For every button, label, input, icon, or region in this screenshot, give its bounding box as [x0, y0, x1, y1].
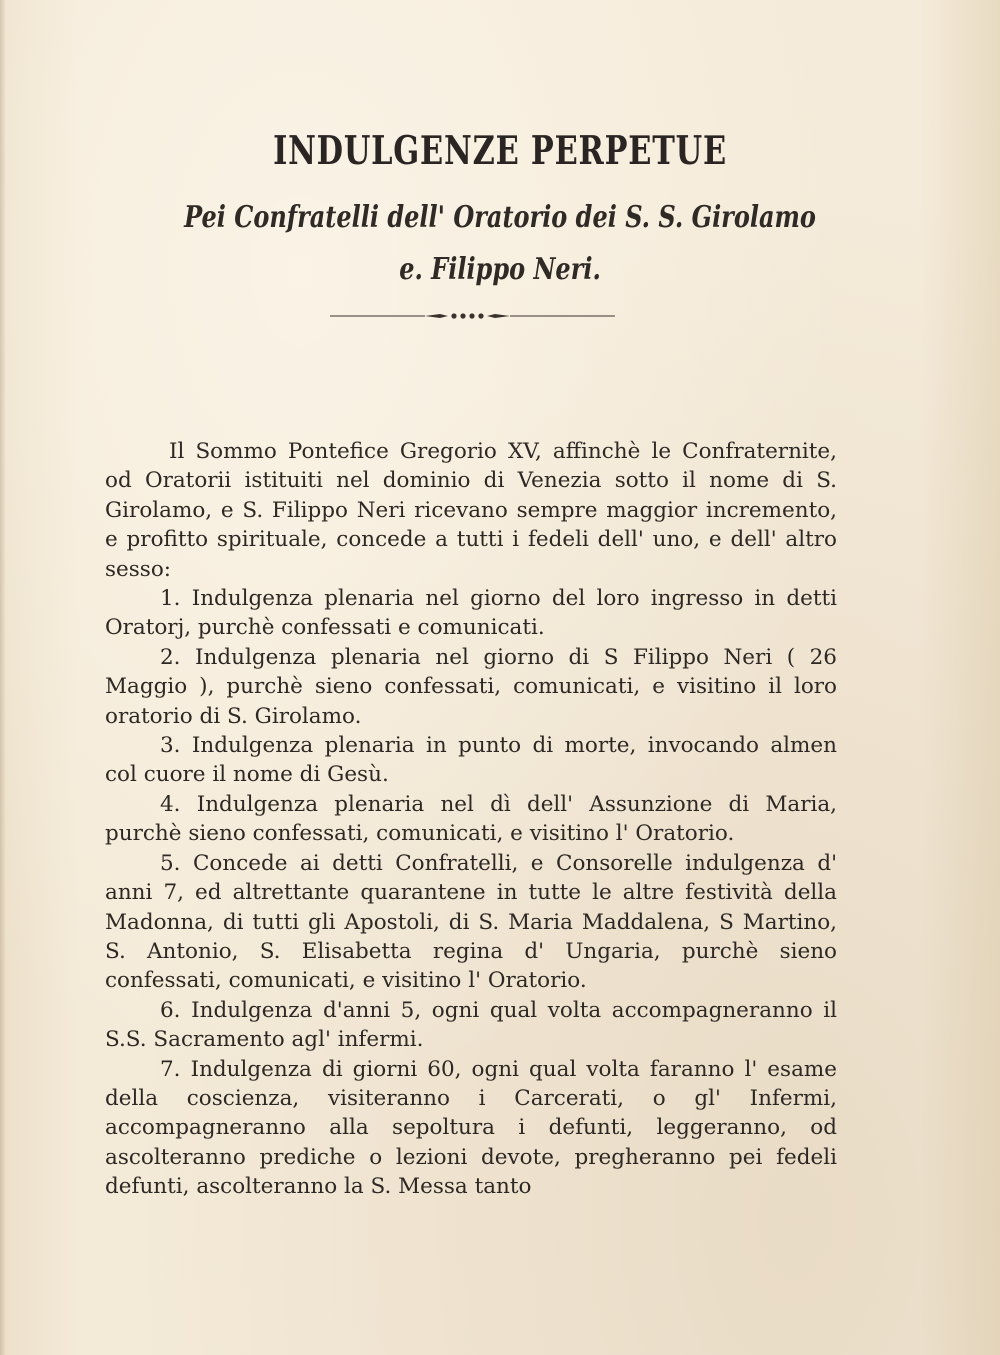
paper-edge-shadow — [0, 0, 6, 1355]
indulgence-item-5: 5. Concede ai detti Confratelli, e Consorelle indulgenza d' anni 7, ed altrettante quarantene in tutte le altre festività della Madonna, di tutti gli Apostoli, di S. Maria Maddalena, S Martino, S. Antonio, S. Elisabetta regina d' Ungaria, purchè sieno confessati, comunicati, e visitino l' Oratorio. — [105, 850, 837, 994]
document-subtitle-line-2: e. Filippo Neri. — [399, 252, 601, 287]
indulgence-item-6: 6. Indulgenza d'anni 5, ogni qual volta accompagneranno il S.S. Sacramento agl' infermi. — [105, 997, 837, 1053]
document-subtitle-line-1: Pei Confratelli dell' Oratorio dei S. S. Girolamo — [184, 200, 816, 235]
document-title: INDULGENZE PERPETUE — [273, 128, 727, 174]
document-body — [105, 437, 837, 1202]
indulgence-item-3: 3. Indulgenza plenaria in punto di morte, invocando almen col cuore il nome di Gesù. — [105, 733, 837, 788]
indulgence-item-1: 1. Indulgenza plenaria nel giorno del loro ingresso in detti Oratorj, purchè confessati e comunicati. — [105, 586, 837, 641]
indulgence-item-4: 4. Indulgenza plenaria nel dì dell' Assunzione di Maria, purchè sieno confessati, comunicati, e visitino l' Oratorio. — [105, 791, 837, 847]
indulgence-item-2: 2. Indulgenza plenaria nel giorno di S Filippo Neri ( 26 Maggio ), purchè sieno confessati, comunicati, e visitino il loro oratorio di S. Girolamo. — [105, 644, 837, 729]
ornamental-divider — [330, 312, 615, 320]
intro-paragraph: Il Sommo Pontefice Gregorio XV, affinchè le Confraternite, od Oratorii istituiti nel dominio di Venezia sotto il nome di S. Girolamo, e S. Filippo Neri ricevano sempre maggior incremento, e profitto spirituale, concede a tutti i fedeli dell' uno, e dell' altro sesso: — [105, 439, 837, 582]
indulgence-item-7: 7. Indulgenza di giorni 60, ogni qual volta faranno l' esame della coscienza, visiteranno i Carcerati, o gl' Infermi, accompagneranno alla sepoltura i defunti, leggeranno, od ascolteranno prediche o lezioni devote, pregheranno pei fedeli defunti, ascolteranno la S. Messa tanto — [105, 1056, 837, 1200]
